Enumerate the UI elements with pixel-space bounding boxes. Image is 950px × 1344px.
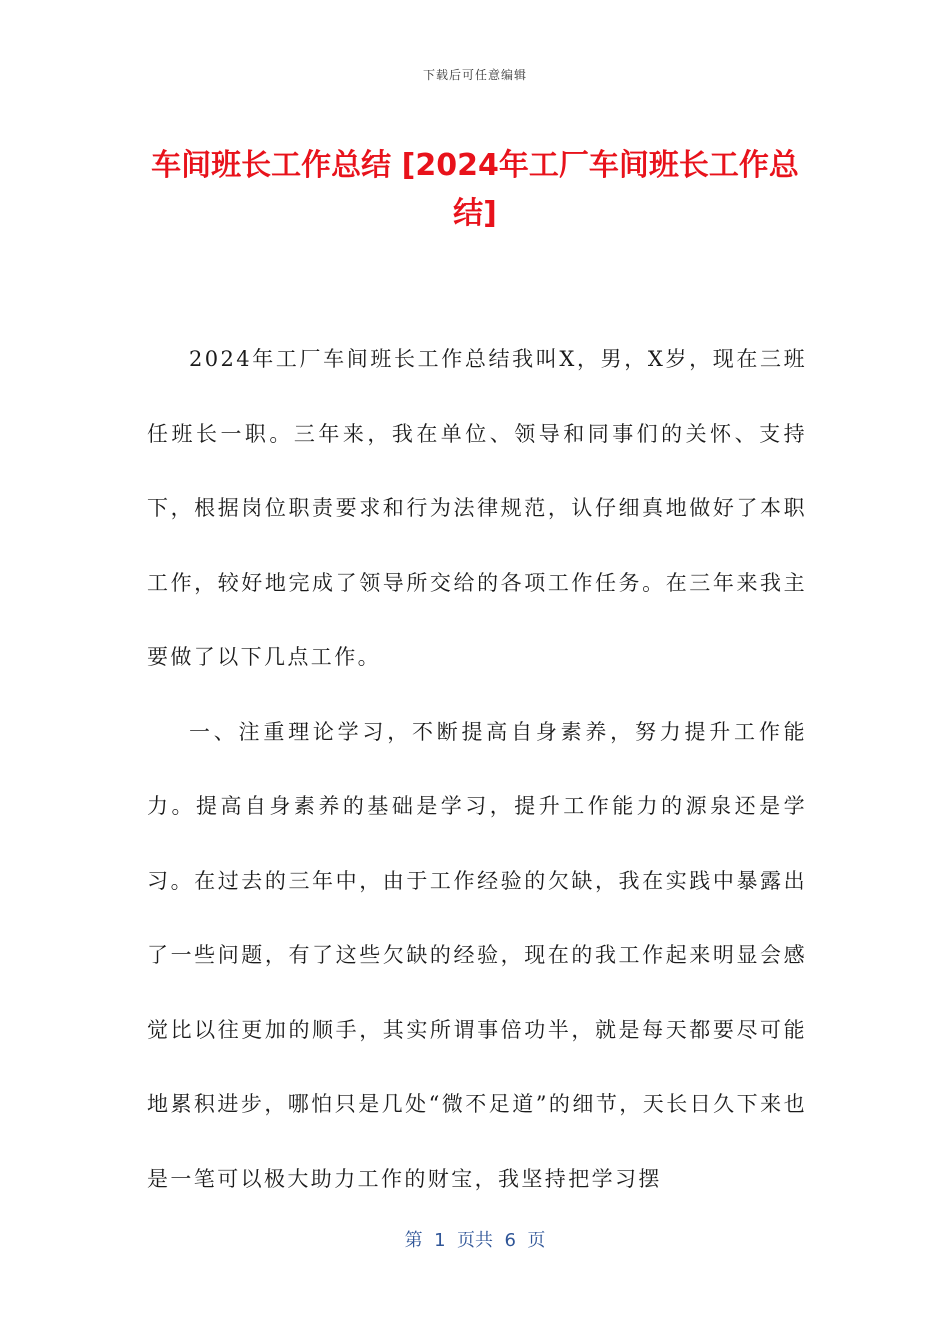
paragraph-1: 2024年工厂车间班长工作总结我叫X，男，X岁，现在三班任班长一职。三年来，我在单位、领导和同事们的关怀、支持下，根据岗位职责要求和行为法律规范，认仔细真地做好了本职工作，较好地完成了领导所交给的各项工作任务。在三年来我主要做了以下几点工作。 (147, 347, 807, 669)
page-number-footer: 第 1 页共 6 页 (404, 1230, 546, 1251)
document-title: 车间班长工作总结 [2024年工厂车间班长工作总结] (151, 148, 799, 231)
document-body (147, 322, 807, 1216)
header-note: 下载后可任意编辑 (422, 68, 527, 82)
paragraph-2: 一、注重理论学习，不断提高自身素养，努力提升工作能力。提高自身素养的基础是学习，提升工作能力的源泉还是学习。在过去的三年中，由于工作经验的欠缺，我在实践中暴露出了一些问题，有了这些欠缺的经验，现在的我工作起来明显会感觉比以往更加的顺手，其实所谓事倍功半，就是每天都要尽可能地累积进步，哪怕只是几处“微不足道”的细节，天长日久下来也是一笔可以极大助力工作的财宝，我坚持把学习摆 (147, 719, 807, 1191)
